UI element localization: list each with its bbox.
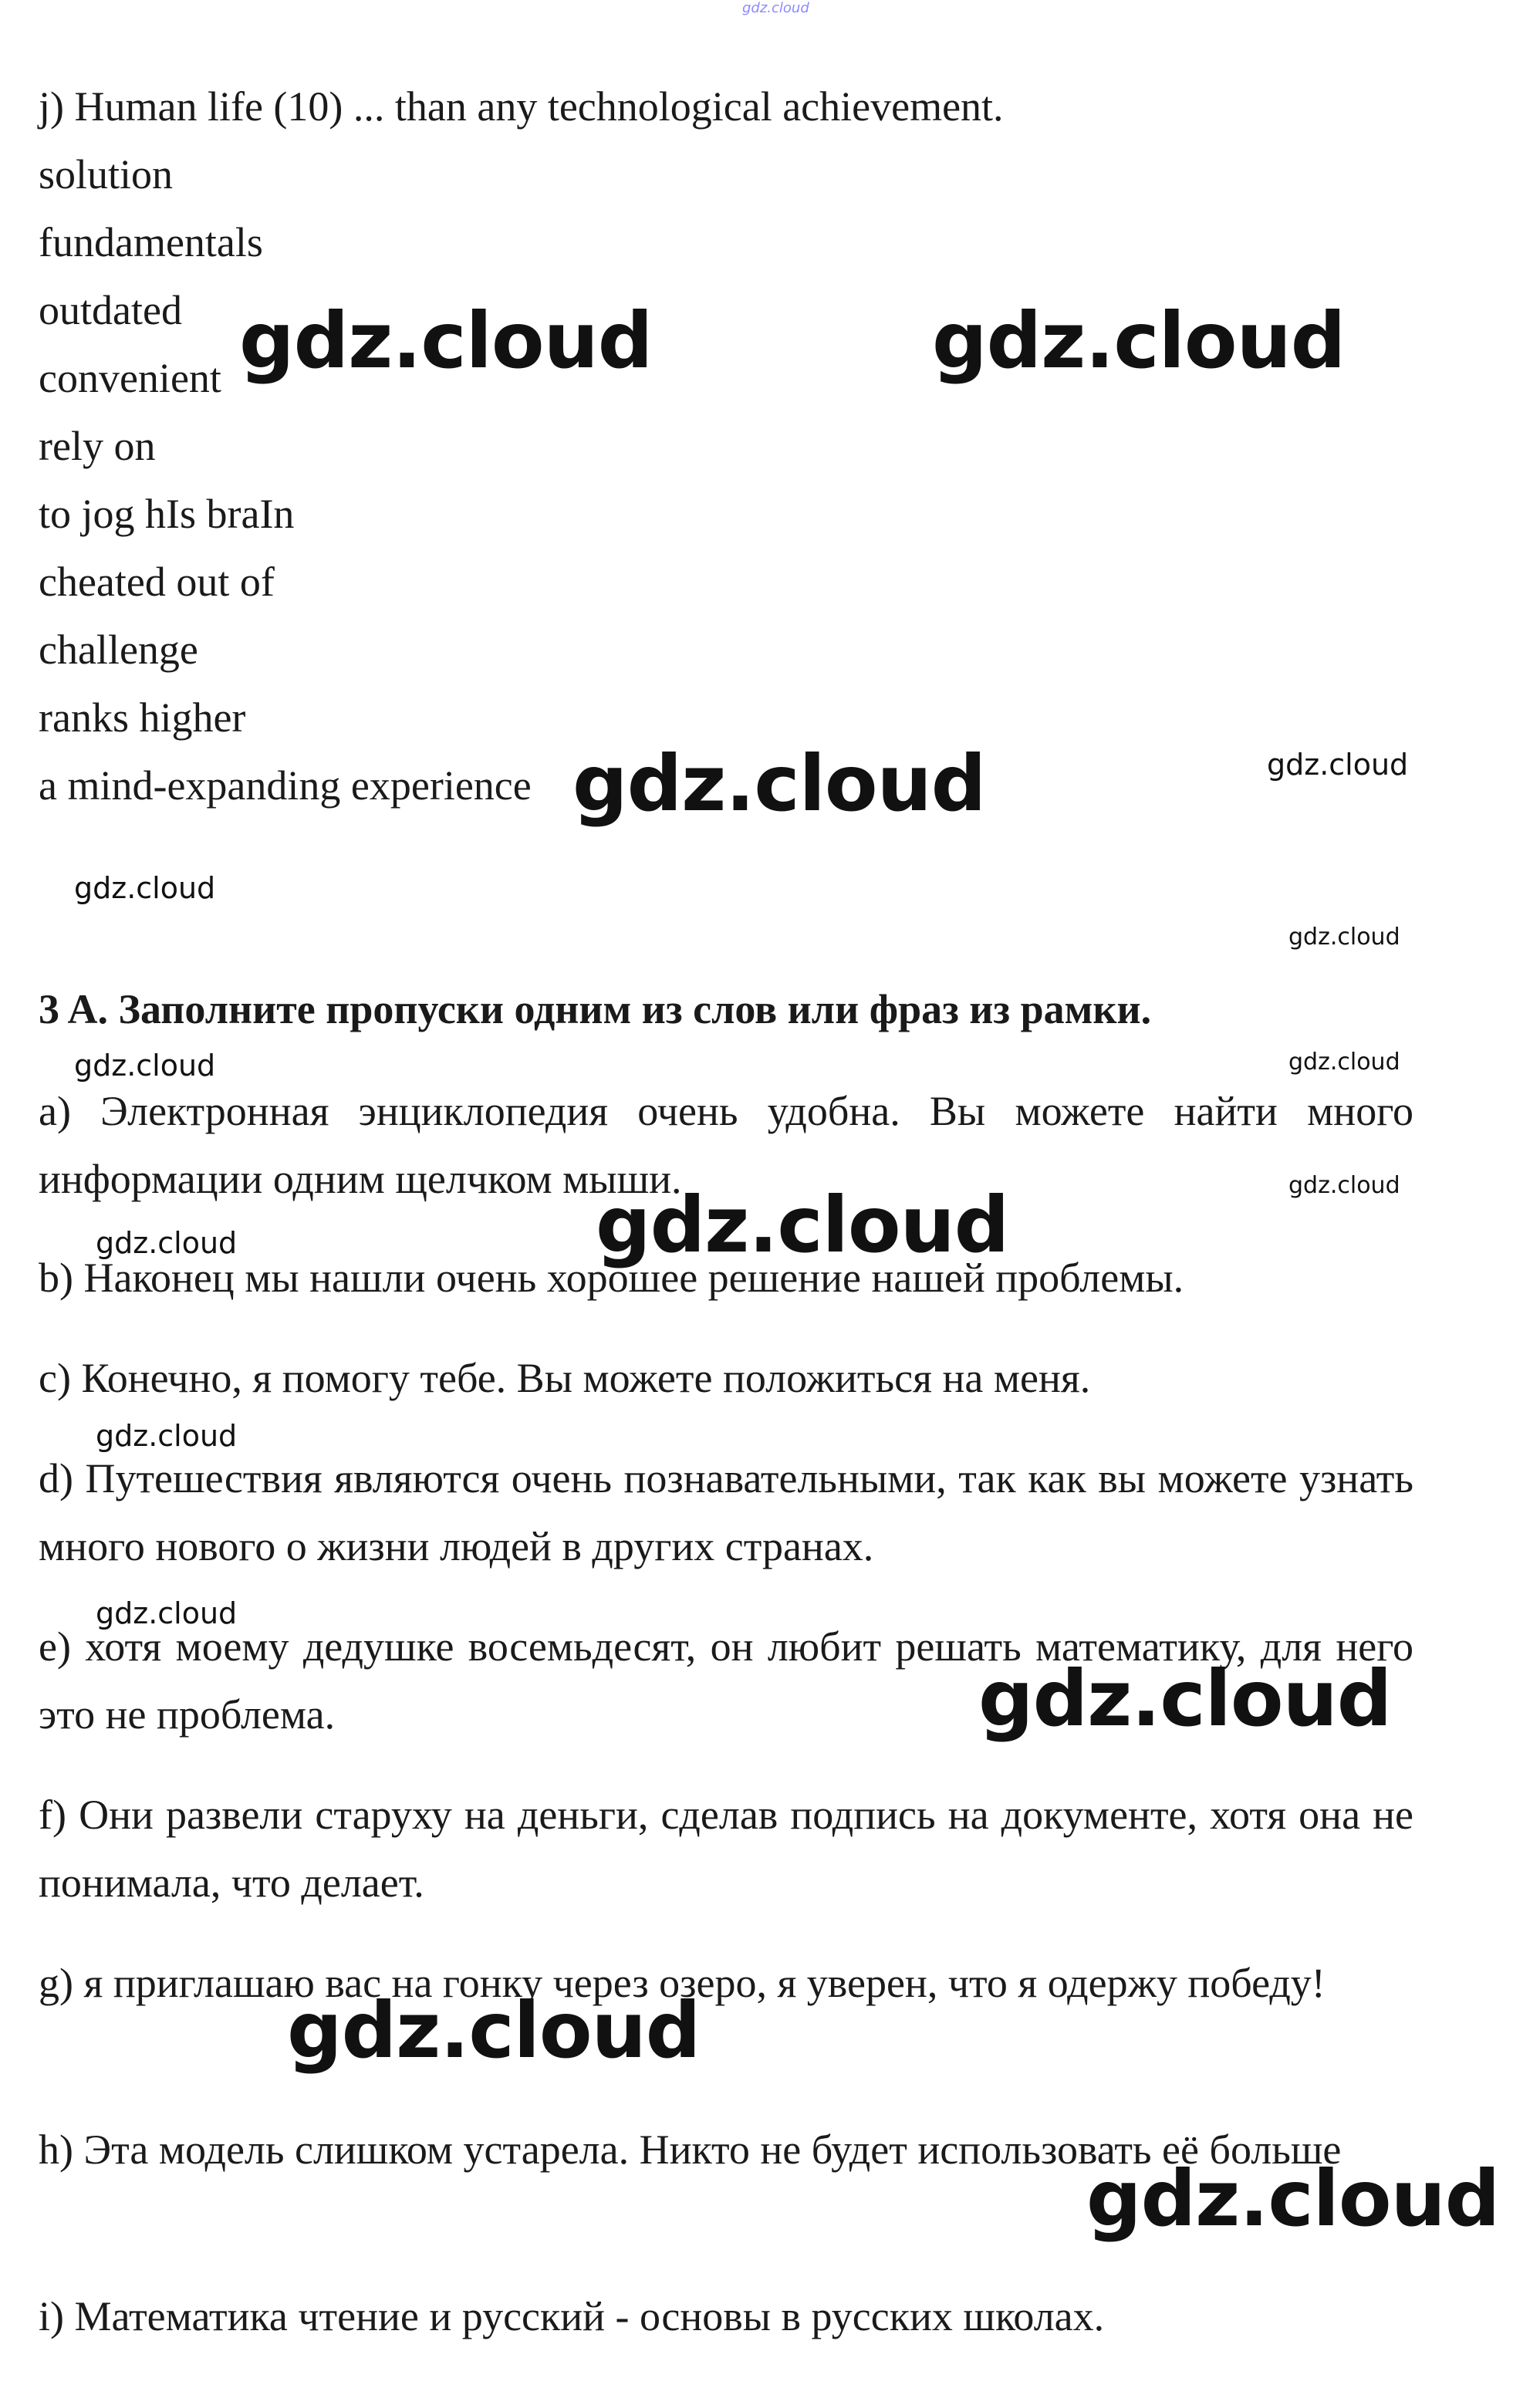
watermark: gdz.cloud [978,1653,1392,1744]
list-item: convenient [39,355,221,401]
answer-f: f) Они развели старуху на деньги, сделав подпись на документе, хотя она не понимала, что делает. [39,1792,1413,1906]
watermark: gdz.cloud [96,1226,238,1260]
watermark: gdz.cloud [96,1419,238,1453]
header-watermark: gdz.cloud [742,0,809,16]
watermark: gdz.cloud [1086,2153,1500,2244]
watermark: gdz.cloud [287,1985,701,2076]
list-item: to jog hIs braIn [39,491,295,537]
watermark: gdz.cloud [74,871,216,905]
list-item: ranks higher [39,694,246,741]
answer-e: e) хотя моему дедушке восемьдесят, он любит решать математику, для него это не проблема. [39,1623,1413,1738]
watermark: gdz.cloud [1288,924,1400,951]
list-item: outdated [39,287,182,333]
watermark: gdz.cloud [96,1596,238,1630]
watermark: gdz.cloud [74,1049,216,1083]
list-item: challenge [39,627,198,673]
watermark: gdz.cloud [239,296,653,386]
watermark: gdz.cloud [1267,748,1409,782]
list-item: fundamentals [39,219,263,265]
answer-g: g) я приглашаю вас на гонку через озеро, я уверен, что я одержу победу! [39,1960,1326,2006]
task-heading: 3 A. Заполните пропуски одним из слов или фраз из рамки. [39,986,1152,1032]
watermark: gdz.cloud [572,738,986,829]
answer-i: i) Математика чтение и русский - основы в русских школах. [39,2293,1105,2339]
list-item: rely on [39,423,156,469]
answer-d: d) Путешествия являются очень познавательными, так как вы можете узнать много нового о жизни людей в других странах. [39,1455,1413,1569]
list-item: cheated out of [39,559,275,605]
answer-c: c) Конечно, я помогу тебе. Вы можете положиться на меня. [39,1355,1091,1401]
watermark: gdz.cloud [1288,1049,1400,1076]
answer-a: a) Электронная энциклопедия очень удобна. Вы можете найти много информации одним щелчком мыши. [39,1088,1413,1202]
answer-b: b) Наконец мы нашли очень хорошее решение нашей проблемы. [39,1255,1184,1301]
watermark: gdz.cloud [596,1180,1009,1270]
answer-h: h) Эта модель слишком устарела. Никто не будет использовать её больше [39,2126,1342,2173]
list-item: solution [39,151,174,198]
sentence-j: j) Human life (10) ... than any technological achievement. [39,83,1004,130]
watermark: gdz.cloud [1288,1172,1400,1199]
watermark: gdz.cloud [932,296,1346,386]
list-item: a mind-expanding experience [39,762,532,809]
